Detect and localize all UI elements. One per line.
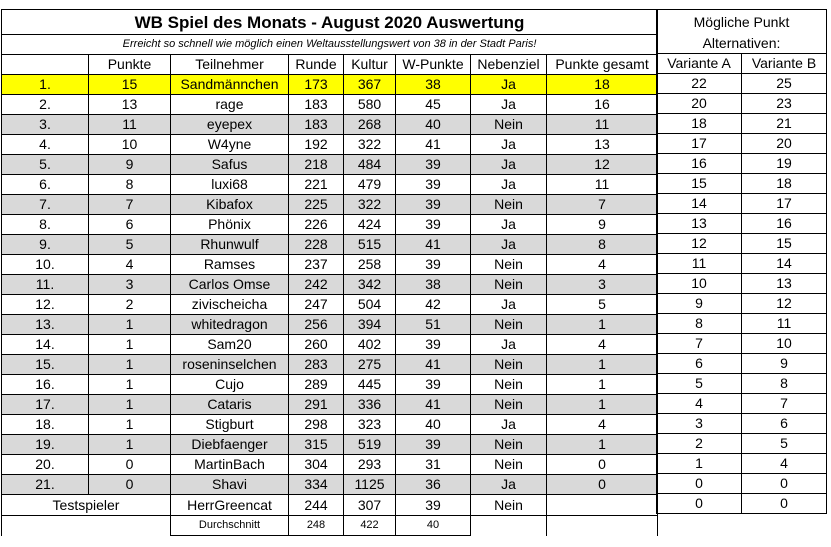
cell-kultur: 394 [344,315,396,335]
cell-punkte: 5 [89,235,171,255]
cell-gesamt: 12 [547,155,658,175]
cell-punkte: 1 [89,415,171,435]
cell-rank: 15. [2,355,89,375]
cell-neben: Nein [471,455,547,475]
cell-variante-b: 13 [742,274,827,294]
cell-runde: 260 [289,335,344,355]
table-row [2,275,658,295]
cell-gesamt: 11 [547,115,658,135]
cell-variante-a: 11 [657,254,742,274]
table-row [2,455,658,475]
cell-rank: 16. [2,375,89,395]
cell-name: Ramses [171,255,289,275]
test-empty [547,495,658,516]
cell-variante-b: 20 [742,134,827,154]
table-row [2,415,658,435]
header-wpunkte: W-Punkte [396,55,471,75]
cell-punkte: 0 [89,475,171,495]
cell-variante-a: 15 [657,174,742,194]
table-row [2,175,658,195]
cell-w: 39 [396,335,471,355]
header-gesamt: Punkte gesamt [547,55,658,75]
cell-variante-a: 7 [657,334,742,354]
alternatives-row [657,374,827,394]
cell-runde: 228 [289,235,344,255]
cell-rank: 12. [2,295,89,315]
cell-punkte: 1 [89,435,171,455]
cell-w: 41 [396,235,471,255]
table-row [2,155,658,175]
cell-name: Cujo [171,375,289,395]
cell-runde: 315 [289,435,344,455]
cell-variante-b: 17 [742,194,827,214]
cell-name: Sandmännchen [171,75,289,95]
cell-punkte: 10 [89,135,171,155]
cell-kultur: 322 [344,195,396,215]
cell-variante-a: 3 [657,414,742,434]
avg-empty-3 [547,516,658,536]
alternatives-subtitle: Alternativen: [657,34,827,54]
cell-neben: Nein [471,255,547,275]
table-row [2,195,658,215]
cell-punkte: 13 [89,95,171,115]
alternatives-row [657,474,827,494]
table-row [2,295,658,315]
cell-kultur: 293 [344,455,396,475]
cell-runde: 218 [289,155,344,175]
cell-rank: 13. [2,315,89,335]
cell-gesamt: 11 [547,175,658,195]
cell-variante-a: 0 [657,474,742,494]
alternatives-row [657,454,827,474]
results-table [1,9,658,536]
cell-kultur: 258 [344,255,396,275]
header-punkte: Punkte [89,55,171,75]
cell-name: Sam20 [171,335,289,355]
cell-punkte: 2 [89,295,171,315]
alternatives-row [657,114,827,134]
alternatives-row [657,254,827,274]
cell-kultur: 445 [344,375,396,395]
cell-name: roseninselchen [171,355,289,375]
cell-variante-a: 2 [657,434,742,454]
cell-neben: Ja [471,175,547,195]
cell-gesamt: 4 [547,335,658,355]
cell-name: luxi68 [171,175,289,195]
cell-runde: 225 [289,195,344,215]
cell-variante-b: 18 [742,174,827,194]
cell-kultur: 336 [344,395,396,415]
cell-variante-a: 8 [657,314,742,334]
cell-w: 39 [396,375,471,395]
cell-w: 39 [396,195,471,215]
alternatives-row [657,354,827,374]
cell-neben: Nein [471,355,547,375]
cell-name: Cataris [171,395,289,415]
cell-name: Rhunwulf [171,235,289,255]
cell-neben: Nein [471,315,547,335]
cell-gesamt: 18 [547,75,658,95]
cell-variante-b: 14 [742,254,827,274]
cell-kultur: 504 [344,295,396,315]
table-row [2,75,658,95]
cell-runde: 242 [289,275,344,295]
cell-w: 40 [396,415,471,435]
alternatives-table [656,9,827,514]
cell-w: 45 [396,95,471,115]
cell-kultur: 367 [344,75,396,95]
cell-w: 42 [396,295,471,315]
cell-variante-a: 22 [657,74,742,94]
cell-runde: 298 [289,415,344,435]
cell-punkte: 7 [89,195,171,215]
avg-wpunkte: 40 [396,516,471,536]
cell-punkte: 1 [89,395,171,415]
alternatives-row [657,494,827,514]
cell-runde: 334 [289,475,344,495]
cell-rank: 7. [2,195,89,215]
header-variante-a: Variante A [657,54,742,74]
cell-variante-a: 18 [657,114,742,134]
alternatives-row [657,314,827,334]
test-nebenziel: Nein [471,495,547,516]
cell-variante-b: 7 [742,394,827,414]
cell-variante-a: 0 [657,494,742,514]
cell-kultur: 1125 [344,475,396,495]
alternatives-row [657,334,827,354]
cell-w: 39 [396,155,471,175]
alternatives-row [657,194,827,214]
alternatives-title: Mögliche Punkt [657,10,827,35]
cell-variante-b: 19 [742,154,827,174]
avg-label: Durchschnitt [171,516,289,536]
cell-neben: Ja [471,75,547,95]
cell-w: 39 [396,175,471,195]
header-row [2,55,658,75]
cell-kultur: 484 [344,155,396,175]
cell-variante-b: 11 [742,314,827,334]
cell-variante-a: 10 [657,274,742,294]
cell-punkte: 15 [89,75,171,95]
header-variante-b: Variante B [742,54,827,74]
cell-gesamt: 9 [547,215,658,235]
cell-punkte: 6 [89,215,171,235]
header-runde: Runde [289,55,344,75]
cell-gesamt: 13 [547,135,658,155]
cell-rank: 5. [2,155,89,175]
cell-w: 39 [396,255,471,275]
alternatives-row [657,74,827,94]
header-teilnehmer: Teilnehmer [171,55,289,75]
cell-gesamt: 0 [547,475,658,495]
avg-empty [2,516,171,536]
cell-punkte: 9 [89,155,171,175]
cell-neben: Ja [471,415,547,435]
table-row [2,375,658,395]
header-kultur: Kultur [344,55,396,75]
table-row [2,475,658,495]
cell-variante-a: 12 [657,234,742,254]
alternatives-row [657,174,827,194]
cell-variante-b: 8 [742,374,827,394]
cell-gesamt: 1 [547,435,658,455]
cell-kultur: 479 [344,175,396,195]
test-kultur: 307 [344,495,396,516]
cell-neben: Ja [471,335,547,355]
cell-gesamt: 4 [547,255,658,275]
cell-kultur: 519 [344,435,396,455]
table-row [2,395,658,415]
cell-gesamt: 1 [547,375,658,395]
cell-punkte: 8 [89,175,171,195]
table-row [2,435,658,455]
test-name: HerrGreencat [171,495,289,516]
cell-rank: 6. [2,175,89,195]
test-wpunkte: 39 [396,495,471,516]
cell-gesamt: 1 [547,315,658,335]
cell-rank: 3. [2,115,89,135]
cell-name: eyepex [171,115,289,135]
cell-runde: 304 [289,455,344,475]
cell-rank: 10. [2,255,89,275]
table-row [2,115,658,135]
header-rank [2,55,89,75]
cell-rank: 11. [2,275,89,295]
table-row [2,315,658,335]
cell-kultur: 580 [344,95,396,115]
cell-runde: 192 [289,135,344,155]
cell-name: Safus [171,155,289,175]
cell-w: 51 [396,315,471,335]
cell-runde: 289 [289,375,344,395]
cell-rank: 8. [2,215,89,235]
cell-neben: Ja [471,95,547,115]
average-row [2,516,658,536]
cell-kultur: 322 [344,135,396,155]
cell-variante-b: 10 [742,334,827,354]
cell-variante-b: 12 [742,294,827,314]
cell-variante-a: 5 [657,374,742,394]
page-subtitle: Erreicht so schnell wie möglich einen Weltausstellungswert von 38 in der Stadt Paris! [2,35,658,55]
cell-punkte: 1 [89,315,171,335]
cell-variante-b: 25 [742,74,827,94]
alternatives-row [657,94,827,114]
cell-variante-a: 20 [657,94,742,114]
alternatives-row [657,154,827,174]
cell-kultur: 342 [344,275,396,295]
cell-w: 36 [396,475,471,495]
cell-w: 41 [396,135,471,155]
cell-name: zivischeicha [171,295,289,315]
cell-runde: 226 [289,215,344,235]
avg-kultur: 422 [344,516,396,536]
cell-name: rage [171,95,289,115]
cell-variante-a: 13 [657,214,742,234]
cell-variante-b: 0 [742,494,827,514]
cell-runde: 221 [289,175,344,195]
cell-neben: Nein [471,115,547,135]
table-row [2,135,658,155]
cell-variante-a: 4 [657,394,742,414]
cell-variante-b: 23 [742,94,827,114]
cell-variante-b: 4 [742,454,827,474]
cell-punkte: 1 [89,375,171,395]
cell-punkte: 0 [89,455,171,475]
cell-name: Shavi [171,475,289,495]
table-row [2,215,658,235]
cell-gesamt: 1 [547,395,658,415]
alternatives-row [657,414,827,434]
cell-rank: 14. [2,335,89,355]
cell-gesamt: 1 [547,355,658,375]
cell-variante-a: 17 [657,134,742,154]
cell-runde: 173 [289,75,344,95]
cell-name: Phönix [171,215,289,235]
cell-variante-b: 6 [742,414,827,434]
cell-neben: Nein [471,275,547,295]
cell-w: 38 [396,275,471,295]
alternatives-row [657,434,827,454]
cell-w: 41 [396,355,471,375]
cell-rank: 9. [2,235,89,255]
cell-gesamt: 16 [547,95,658,115]
table-row [2,255,658,275]
cell-neben: Ja [471,295,547,315]
cell-name: W4yne [171,135,289,155]
table-row [2,235,658,255]
cell-kultur: 323 [344,415,396,435]
cell-gesamt: 4 [547,415,658,435]
cell-variante-a: 6 [657,354,742,374]
test-label: Testspieler [2,495,171,516]
alternatives-row [657,134,827,154]
cell-runde: 247 [289,295,344,315]
header-nebenziel: Nebenziel [471,55,547,75]
cell-w: 39 [396,435,471,455]
cell-rank: 1. [2,75,89,95]
cell-kultur: 275 [344,355,396,375]
cell-w: 39 [396,215,471,235]
cell-rank: 4. [2,135,89,155]
cell-variante-a: 9 [657,294,742,314]
cell-gesamt: 8 [547,235,658,255]
cell-gesamt: 0 [547,455,658,475]
cell-neben: Nein [471,375,547,395]
test-player-row [2,495,658,516]
cell-runde: 283 [289,355,344,375]
cell-rank: 19. [2,435,89,455]
cell-variante-a: 1 [657,454,742,474]
cell-rank: 21. [2,475,89,495]
cell-rank: 18. [2,415,89,435]
cell-runde: 291 [289,395,344,415]
cell-kultur: 402 [344,335,396,355]
cell-neben: Nein [471,435,547,455]
alternatives-header-row [657,54,827,74]
test-runde: 244 [289,495,344,516]
cell-name: Diebfaenger [171,435,289,455]
cell-runde: 183 [289,95,344,115]
cell-w: 38 [396,75,471,95]
cell-name: Kibafox [171,195,289,215]
cell-neben: Ja [471,135,547,155]
cell-rank: 20. [2,455,89,475]
cell-w: 31 [396,455,471,475]
cell-kultur: 268 [344,115,396,135]
alternatives-row [657,234,827,254]
cell-punkte: 1 [89,335,171,355]
cell-gesamt: 5 [547,295,658,315]
cell-kultur: 424 [344,215,396,235]
alternatives-row [657,214,827,234]
cell-name: Stigburt [171,415,289,435]
cell-runde: 237 [289,255,344,275]
avg-empty-2 [471,516,547,536]
cell-punkte: 1 [89,355,171,375]
cell-kultur: 515 [344,235,396,255]
cell-runde: 183 [289,115,344,135]
cell-rank: 2. [2,95,89,115]
cell-punkte: 11 [89,115,171,135]
alternatives-row [657,274,827,294]
cell-variante-b: 15 [742,234,827,254]
table-row [2,95,658,115]
cell-variante-b: 5 [742,434,827,454]
cell-punkte: 3 [89,275,171,295]
cell-w: 41 [396,395,471,415]
cell-neben: Ja [471,215,547,235]
cell-gesamt: 7 [547,195,658,215]
cell-gesamt: 3 [547,275,658,295]
cell-variante-b: 16 [742,214,827,234]
page-title: WB Spiel des Monats - August 2020 Auswertung [2,10,658,35]
avg-runde: 248 [289,516,344,536]
alternatives-row [657,294,827,314]
alternatives-row [657,394,827,414]
cell-rank: 17. [2,395,89,415]
cell-name: MartinBach [171,455,289,475]
table-row [2,335,658,355]
cell-neben: Nein [471,195,547,215]
cell-neben: Ja [471,235,547,255]
cell-neben: Nein [471,395,547,415]
cell-punkte: 4 [89,255,171,275]
cell-runde: 256 [289,315,344,335]
cell-variante-b: 0 [742,474,827,494]
cell-name: Carlos Omse [171,275,289,295]
cell-variante-a: 16 [657,154,742,174]
cell-neben: Ja [471,155,547,175]
cell-variante-b: 9 [742,354,827,374]
cell-w: 40 [396,115,471,135]
cell-variante-b: 21 [742,114,827,134]
table-row [2,355,658,375]
cell-variante-a: 14 [657,194,742,214]
cell-name: whitedragon [171,315,289,335]
cell-neben: Ja [471,475,547,495]
